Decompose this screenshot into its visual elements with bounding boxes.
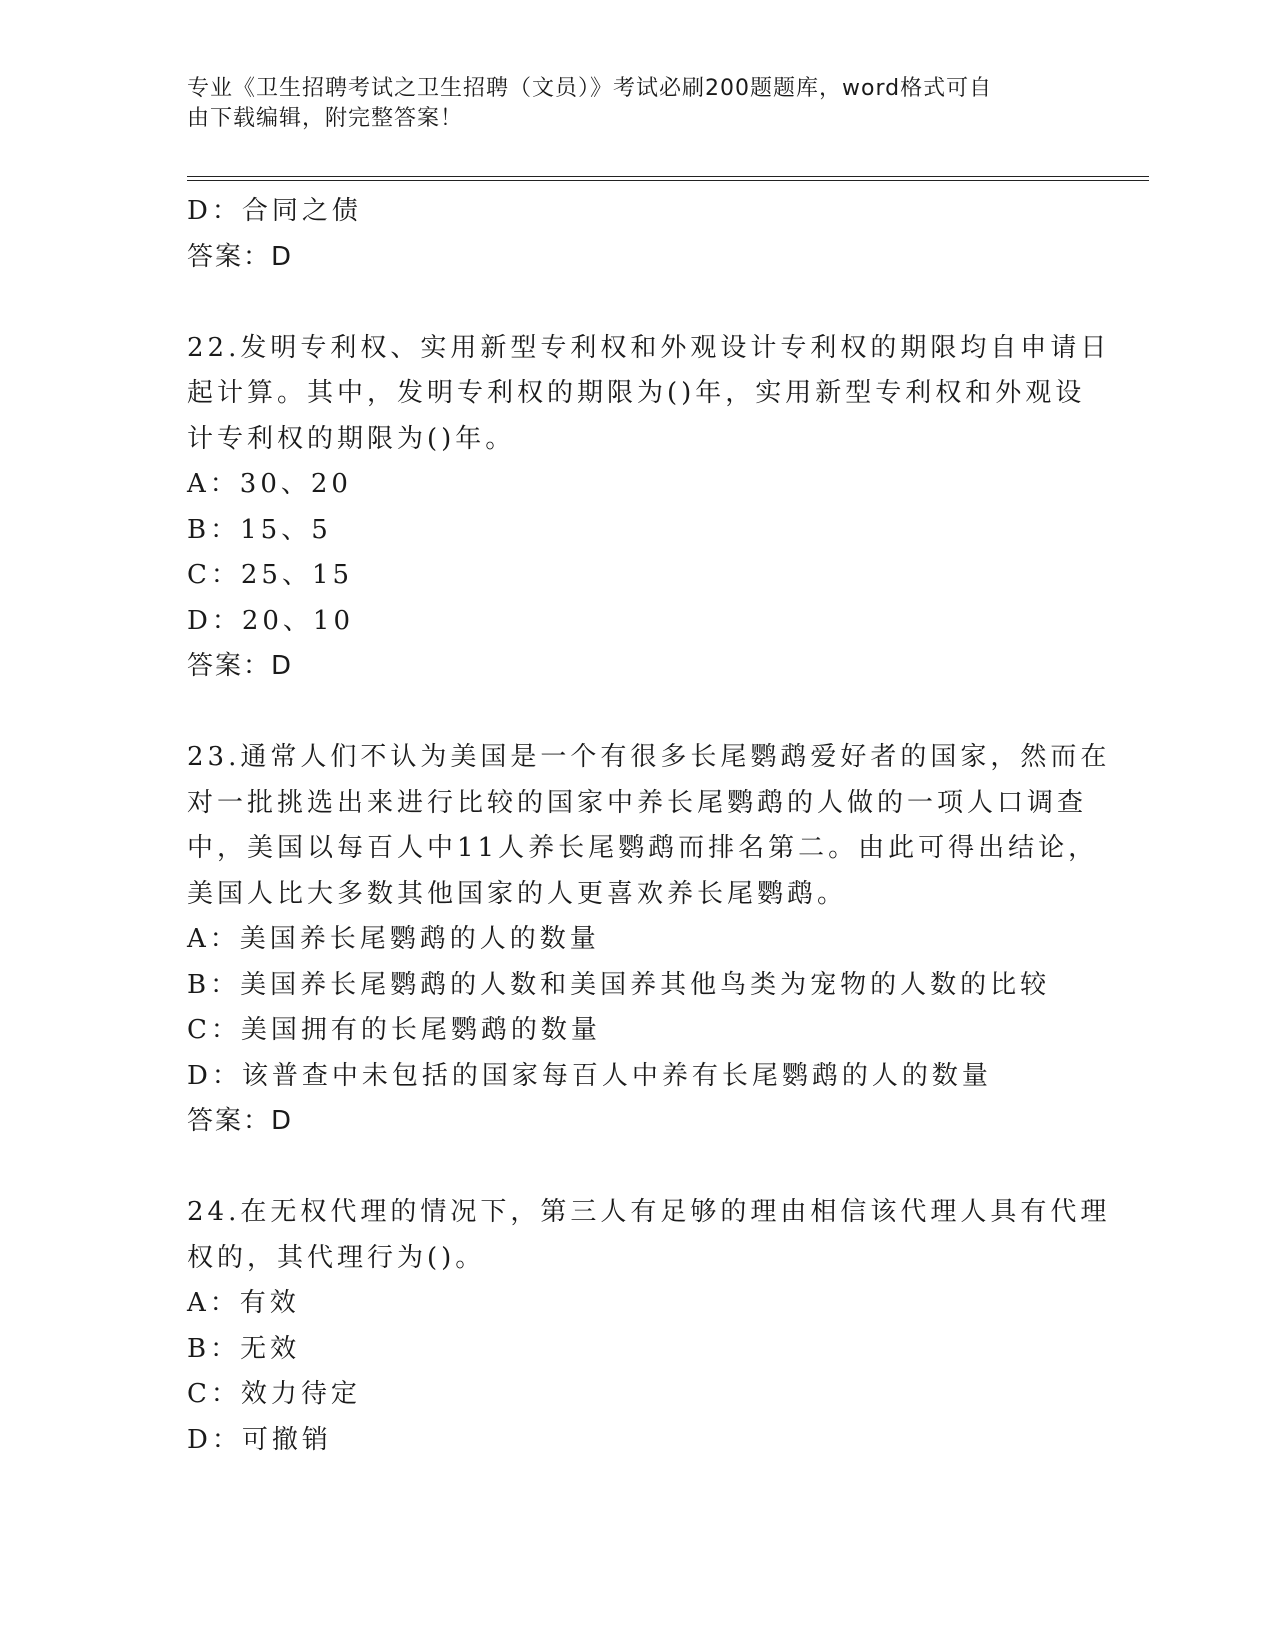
- option-b: B：15、5: [187, 514, 332, 545]
- option-d: D：可撤销: [187, 1424, 332, 1455]
- option-a: A：美国养长尾鹦鹉的人的数量: [187, 924, 600, 954]
- fragment-answer: 答案：D: [187, 241, 294, 272]
- spacer: [187, 1145, 1087, 1191]
- header-title-line-2: 由下载编辑，附完整答案！: [187, 106, 464, 131]
- header-divider: [187, 176, 1149, 181]
- spacer: [187, 280, 1087, 326]
- option-d: D：该普查中未包括的国家每百人中养有长尾鹦鹉的人的数量: [187, 1060, 992, 1091]
- question-stem-line: 美国人比大多数其他国家的人更喜欢养长尾鹦鹉。: [187, 878, 848, 909]
- question-22: [187, 326, 1111, 690]
- question-stem-line: 22.发明专利权、实用新型专利权和外观设计专利权的期限均自申请日: [187, 332, 1111, 363]
- option-c: C：美国拥有的长尾鹦鹉的数量: [187, 1015, 601, 1045]
- question-stem-line: 计专利权的期限为()年。: [187, 423, 516, 454]
- option-c: C：效力待定: [187, 1379, 361, 1409]
- question-stem-line: 中，美国以每百人中11人养长尾鹦鹉而排名第二。由此可得出结论，: [187, 833, 1099, 863]
- question-stem-line: 起计算。其中，发明专利权的期限为()年，实用新型专利权和外观设: [187, 378, 1086, 408]
- question-stem-line: 23.通常人们不认为美国是一个有很多长尾鹦鹉爱好者的国家，然而在: [187, 742, 1111, 772]
- option-b: B：无效: [187, 1333, 301, 1364]
- option-d: D：20、10: [187, 605, 355, 636]
- document-content: [187, 189, 1111, 1463]
- answer-line: 答案：D: [187, 1106, 294, 1136]
- option-a: A：30、20: [187, 469, 352, 499]
- option-b: B：美国养长尾鹦鹉的人数和美国养其他鸟类为宠物的人数的比较: [187, 969, 1051, 1000]
- document-header: [187, 74, 1067, 134]
- question-stem-line: 24.在无权代理的情况下，第三人有足够的理由相信该代理人具有代理: [187, 1197, 1111, 1227]
- question-stem-line: 权的，其代理行为()。: [187, 1242, 486, 1273]
- option-a: A：有效: [187, 1288, 300, 1318]
- question-stem-line: 对一批挑选出来进行比较的国家中养长尾鹦鹉的人做的一项人口调查: [187, 787, 1088, 818]
- fragment-option-d: D：合同之债: [187, 196, 362, 226]
- spacer: [187, 690, 1087, 736]
- answer-line: 答案：D: [187, 651, 294, 681]
- question-24: [187, 1190, 1111, 1463]
- question-23: [187, 735, 1111, 1145]
- option-c: C：25、15: [187, 560, 354, 590]
- header-title-line-1: 专业《卫生招聘考试之卫生招聘（文员）》考试必刷200题题库，word格式可自: [187, 76, 993, 101]
